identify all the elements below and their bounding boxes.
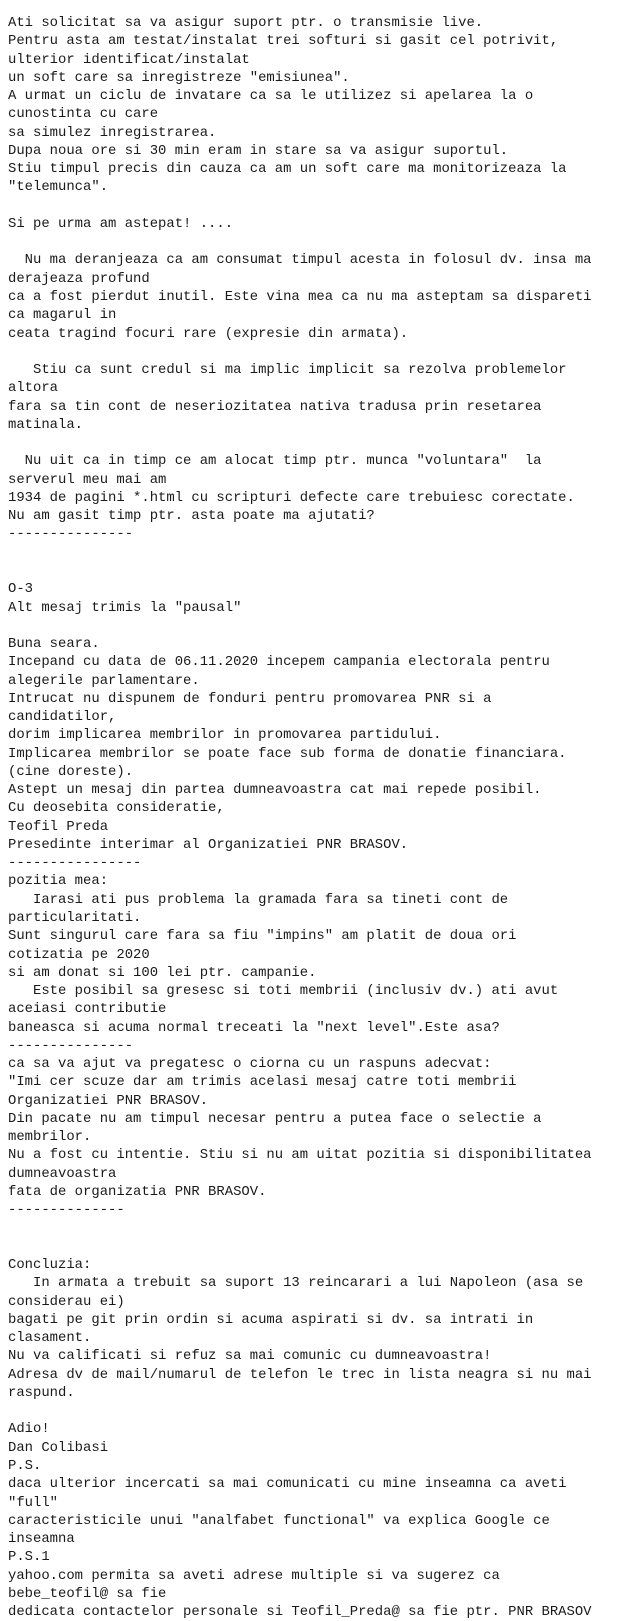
text-line: Si pe urma am astepat! .... [8, 215, 234, 232]
text-line: "telemunca". [8, 179, 109, 196]
text-line: Nu va calificati si refuz sa mai comunic cu dumneavoastra! [8, 1348, 492, 1365]
text-line: ca a fost pierdut inutil. Este vina mea ca nu ma asteptam sa dispareti [8, 288, 592, 305]
text-line: altora [8, 380, 59, 397]
text-line: Nu ma deranjeaza ca am consumat timpul acesta in folosul dv. insa ma [8, 252, 592, 269]
text-line: Dan Colibasi [8, 1439, 109, 1456]
text-line: Concluzia: [8, 1257, 92, 1274]
text-line [8, 197, 640, 215]
text-line: P.S. [8, 1457, 42, 1474]
text-line: In armata a trebuit sa suport 13 reincarari a lui Napoleon (asa se [8, 1275, 584, 1292]
text-line: si am donat si 100 lei ptr. campanie. [8, 964, 317, 981]
text-line: Presedinte interimar al Organizatiei PNR BRASOV. [8, 836, 409, 853]
text-line: ---------------- [8, 855, 142, 872]
text-line: ulterior identificat/instalat [8, 51, 250, 68]
text-line: fara sa tin cont de neseriozitatea nativa tradusa prin resetarea [8, 398, 542, 415]
text-line: cotizatia pe 2020 [8, 946, 150, 963]
text-line: inseamna [8, 1531, 75, 1548]
text-line: ca magarul in [8, 307, 117, 324]
text-line: Astept un mesaj din partea dumneavoastra cat mai repede posibil. [8, 782, 542, 799]
text-line [8, 562, 640, 580]
text-line: un soft care sa inregistreze "emisiunea". [8, 69, 350, 86]
text-line [8, 1220, 640, 1238]
text-line: serverul meu mai am [8, 471, 167, 488]
text-line: ca sa va ajut va pregatesc o ciorna cu un raspuns adecvat: [8, 1056, 492, 1073]
text-line: yahoo.com permita sa aveti adrese multiple si va sugerez ca [8, 1567, 500, 1584]
text-line: "Imi cer scuze dar am trimis acelasi mesaj catre toti membrii [8, 1074, 517, 1091]
text-line: daca ulterior incercati sa mai comunicati cu mine inseamna ca aveti [8, 1476, 567, 1493]
text-line: pozitia mea: [8, 873, 109, 890]
text-line: --------------- [8, 1037, 134, 1054]
text-line: Nu uit ca in timp ce am alocat timp ptr. munca "voluntara" la [8, 453, 542, 470]
text-line: A urmat un ciclu de invatare ca sa le utilizez si apelarea la o [8, 88, 534, 105]
text-line: Este posibil sa gresesc si toti membrii (inclusiv dv.) ati avut [8, 983, 559, 1000]
text-line: Alt mesaj trimis la "pausal" [8, 599, 242, 616]
text-line [8, 544, 640, 562]
text-line: Nu am gasit timp ptr. asta poate ma ajutati? [8, 508, 375, 525]
text-line: --------------- [8, 526, 134, 543]
text-line: matinala. [8, 416, 84, 433]
text-line: sa simulez inregistrarea. [8, 124, 217, 141]
text-line: fata de organizatia PNR BRASOV. [8, 1184, 267, 1200]
text-line: Sunt singurul care fara sa fiu "impins" am platit de doua ori [8, 928, 517, 945]
text-line: aceiasi contributie [8, 1001, 167, 1018]
text-line: Dupa noua ore si 30 min eram in stare sa va asigur suportul. [8, 142, 509, 159]
text-line: considerau ei) [8, 1293, 125, 1310]
text-line: derajeaza profund [8, 270, 150, 287]
text-line: clasament. [8, 1330, 92, 1347]
text-line [8, 434, 640, 452]
text-line [8, 233, 640, 251]
text-line: Buna seara. [8, 636, 100, 653]
text-line: Incepand cu data de 06.11.2020 incepem campania electorala pentru [8, 654, 550, 671]
text-line [8, 1238, 640, 1256]
text-line: membrilor. [8, 1129, 92, 1146]
text-line: dumneavoastra [8, 1165, 117, 1182]
text-line: alegerile parlamentare. [8, 672, 200, 689]
text-line: Adio! [8, 1421, 50, 1438]
text-line: dedicata contactelor personale si Teofil_Preda@ sa fie ptr. PNR BRASOV [8, 1604, 592, 1621]
text-line: O-3 [8, 581, 34, 598]
text-line: Ati solicitat sa va asigur suport ptr. o transmisie live. [8, 15, 484, 31]
text-line: caracteristicile unui "analfabet functional" va explica Google ce [8, 1512, 550, 1529]
text-line: dorim implicarea membrilor in promovarea partidului. [8, 727, 442, 744]
text-line: (cine doreste). [8, 763, 134, 780]
text-line: Stiu ca sunt credul si ma implic implicit sa rezolva problemelor [8, 362, 567, 379]
text-line: Stiu timpul precis din cauza ca am un soft care ma monitorizeaza la [8, 161, 567, 178]
text-line: candidatilor, [8, 709, 117, 726]
text-line: particularitati. [8, 910, 142, 927]
text-line: ceata tragind focuri rare (expresie din armata). [8, 325, 409, 342]
text-line [8, 617, 640, 635]
text-line: Nu a fost cu intentie. Stiu si nu am uitat pozitia si disponibilitatea [8, 1147, 592, 1164]
text-line: raspund. [8, 1384, 75, 1401]
text-line: cunostinta cu care [8, 106, 159, 123]
text-line: "full" [8, 1494, 59, 1511]
text-line [8, 1402, 640, 1420]
text-line: Din pacate nu am timpul necesar pentru a putea face o selectie a [8, 1110, 542, 1127]
text-line: Implicarea membrilor se poate face sub forma de donatie financiara. [8, 745, 567, 762]
text-line: Cu deosebita consideratie, [8, 800, 225, 817]
text-line: bebe_teofil@ sa fie [8, 1585, 167, 1602]
text-line [8, 343, 640, 361]
text-line: Iarasi ati pus problema la gramada fara sa tineti cont de [8, 891, 509, 908]
text-line: Pentru asta am testat/instalat trei softuri si gasit cel potrivit, [8, 33, 559, 50]
text-line: Adresa dv de mail/numarul de telefon le trec in lista neagra si nu mai [8, 1366, 592, 1383]
text-line: baneasca si acuma normal treceati la "next level".Este asa? [8, 1019, 500, 1036]
text-line: -------------- [8, 1202, 125, 1219]
text-line: bagati pe git prin ordin si acuma aspirati si dv. sa intrati in [8, 1311, 534, 1328]
text-line: Teofil Preda [8, 818, 109, 835]
text-line: Intrucat nu dispunem de fonduri pentru promovarea PNR si a [8, 690, 492, 707]
text-line: 1934 de pagini *.html cu scripturi defecte care trebuiesc corectate. [8, 489, 575, 506]
text-line: Organizatiei PNR BRASOV. [8, 1092, 209, 1109]
text-line: P.S.1 [8, 1549, 50, 1566]
